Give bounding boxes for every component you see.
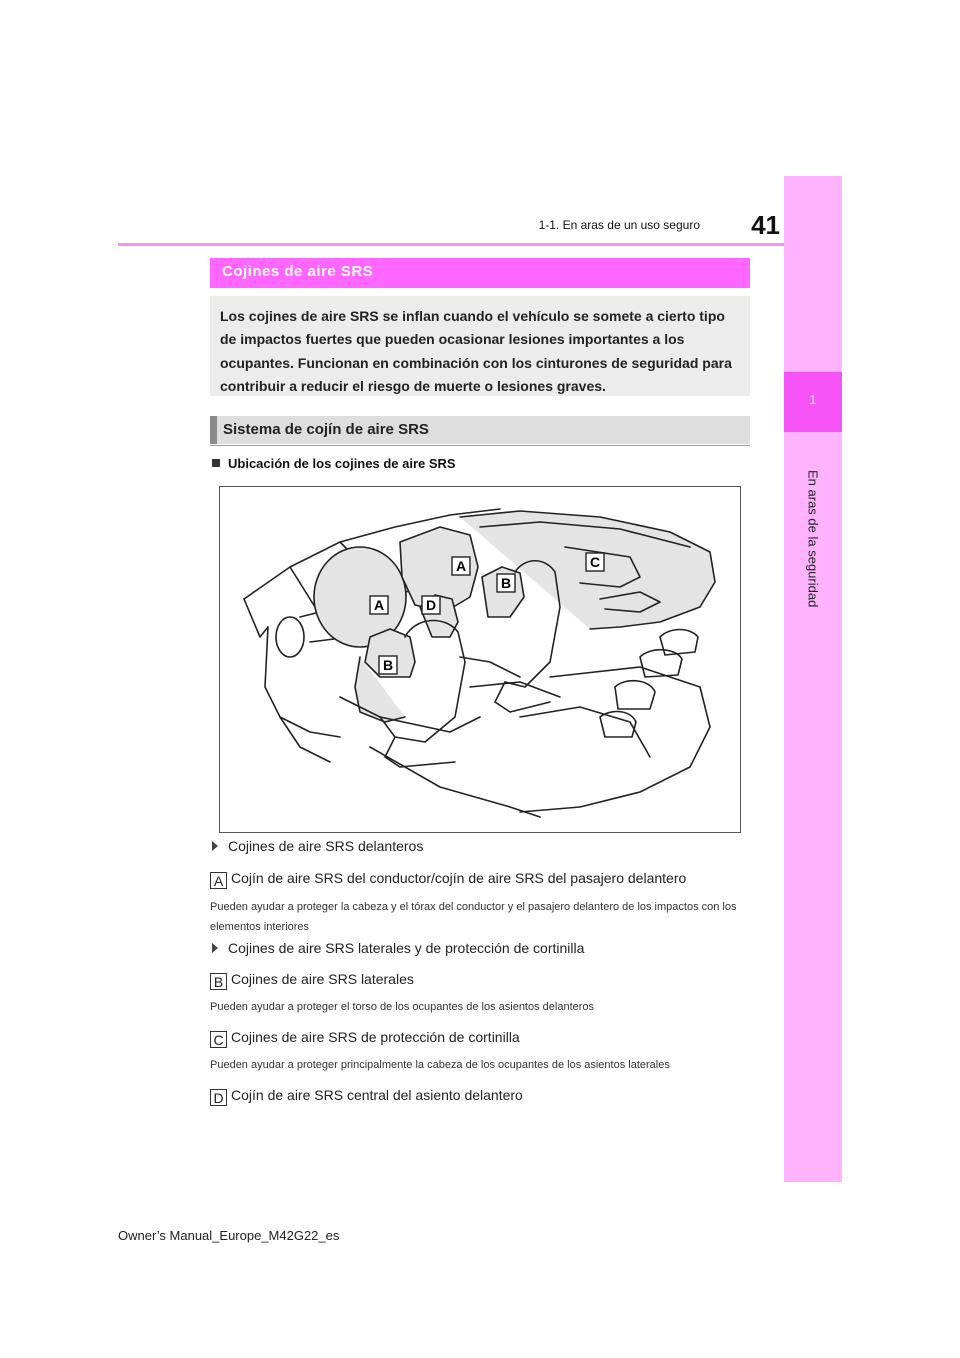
page-number: 41: [751, 210, 780, 240]
note-b: Pueden ayudar a proteger el torso de los ocupantes de los asientos delanteros: [210, 1001, 595, 1013]
subsection-title-bar: [210, 416, 750, 444]
svg-text:C: C: [589, 554, 601, 570]
airbag-location-figure: [219, 486, 741, 833]
intro-text: Los cojines de aire SRS se inflan cuando el vehículo se somete a cierto tipo de impactos fuertes que pueden ocasionar lesiones importantes a los ocupantes. Funcionan en combinación con los cinturones de seguridad para contribuir a reducir el riesgo de muerte o lesiones graves.: [220, 308, 732, 394]
location-heading: Ubicación de los cojines de aire SRS: [212, 456, 456, 471]
group-side-curtain-airbags: Cojines de aire SRS laterales y de protección de cortinilla: [212, 940, 584, 956]
svg-text:A: A: [373, 597, 385, 613]
triangle-bullet-icon: [212, 943, 218, 953]
header-rule: [118, 243, 784, 246]
svg-text:B: B: [382, 657, 394, 673]
item-b: B Cojines de aire SRS laterales: [210, 971, 414, 990]
chapter-tab: [784, 176, 842, 1182]
letter-label-d: D: [210, 1089, 227, 1106]
car-interior-illustration: [220, 487, 742, 834]
square-bullet-icon: [212, 459, 220, 467]
intro-box: [210, 296, 750, 396]
running-head: 1-1. En aras de un uso seguro: [538, 218, 700, 232]
svg-text:B: B: [500, 575, 512, 591]
triangle-bullet-icon: [212, 841, 218, 851]
letter-label-a: A: [210, 872, 227, 889]
item-c: C Cojines de aire SRS de protección de cortinilla: [210, 1029, 520, 1048]
note-a: Pueden ayudar a proteger la cabeza y el tórax del conductor y el pasajero delantero de los impactos con los elementos interiores: [210, 901, 737, 933]
svg-text:D: D: [425, 597, 437, 613]
chapter-title: En aras de la seguridad: [805, 470, 821, 608]
footer-text: Owner’s Manual_Europe_M42G22_es: [118, 1228, 340, 1243]
letter-label-b: B: [210, 973, 227, 990]
item-d: D Cojín de aire SRS central del asiento delantero: [210, 1087, 523, 1106]
chapter-number: 1: [809, 392, 817, 407]
item-a: A Cojín de aire SRS del conductor/cojín de aire SRS del pasajero delantero: [210, 870, 686, 889]
subsection-rule: [210, 445, 750, 446]
svg-text:A: A: [455, 558, 467, 574]
subsection-title: Sistema de cojín de aire SRS: [223, 421, 429, 438]
group-front-airbags: Cojines de aire SRS delanteros: [212, 838, 423, 854]
section-title: Cojines de aire SRS: [222, 263, 374, 280]
note-c: Pueden ayudar a proteger principalmente la cabeza de los ocupantes de los asientos laterales: [210, 1059, 670, 1071]
section-title-bar: [210, 258, 750, 288]
letter-label-c: C: [210, 1031, 227, 1048]
